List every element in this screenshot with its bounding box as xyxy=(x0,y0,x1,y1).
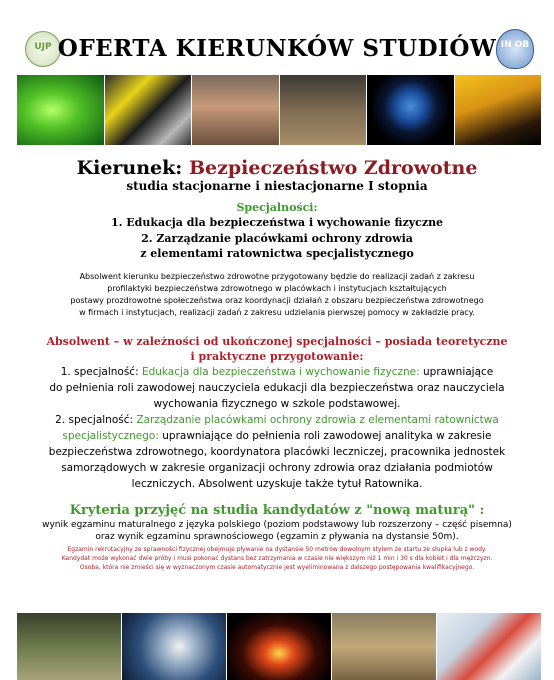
intro-line-1: Absolwent kierunku bezpieczeństwo zdrowotne przygotowany będzie do realizacji zadań z zakresu xyxy=(79,272,475,281)
program-heading xyxy=(0,157,554,179)
page-title: OFERTA KIERUNKÓW STUDIÓW xyxy=(57,35,497,62)
world-map-image xyxy=(17,75,104,145)
soldiers-training-image xyxy=(280,75,367,145)
soldier-image xyxy=(17,613,121,680)
top-photo-strip xyxy=(17,75,541,145)
criteria-line-2: oraz wynik egzaminu sprawnościowego (egzamin z pływania na dystansie 50m). xyxy=(95,532,459,542)
spec1-line-3: wychowania fizycznego w szkole podstawowej. xyxy=(153,398,401,410)
intro-line-3: postawy prozdrowotne społeczeństwa oraz koordynacji działań z obszaru bezpieczeństwa zdrowotnego xyxy=(70,296,484,305)
logo-left-text: UJP xyxy=(34,42,52,52)
spec2-rest: uprawniające do pełnienia roli zawodowej analityka w zakresie xyxy=(162,430,492,442)
bottom-photo-strip xyxy=(17,613,541,680)
spec2-line-2 xyxy=(0,430,554,442)
spec2-prefix: 2. specjalność: xyxy=(55,414,134,426)
spec2-line-4: samorządowych w zakresie organizacji ochrony zdrowia oraz działania podmiotów xyxy=(61,462,493,474)
program-name: Bezpieczeństwo Zdrowotne xyxy=(188,157,478,179)
spec1-rest: uprawniające xyxy=(423,366,494,378)
institute-crest-icon xyxy=(496,29,534,69)
spec1-name: Edukacja dla bezpieczeństwa i wychowanie fizyczne: xyxy=(141,366,420,378)
page-header xyxy=(0,0,554,72)
logo-right-text: IN OB xyxy=(500,40,530,50)
armored-vehicles-image xyxy=(192,75,279,145)
graduate-header-1: Absolwent – w zależności od ukończonej specjalności – posiada teoretyczne xyxy=(46,335,508,348)
specializations-header: Specjalności: xyxy=(236,201,318,214)
spec2-line-5: leczniczych. Absolwent uzyskuje także tytuł Ratownika. xyxy=(131,478,423,490)
firefighter-image xyxy=(105,75,192,145)
specialization-1: 1. Edukacja dla bezpieczeństwa i wychowanie fizyczne xyxy=(110,216,444,229)
criteria-note-1: Egzamin rekrutacyjny ze sprawności fizycznej obejmuje pływanie na dystansie 50 metrów dowolnym stylem ze startu ze słupka lub z wody. xyxy=(67,546,487,553)
spec1-prefix: 1. specjalność: xyxy=(60,366,139,378)
night-fire-image xyxy=(227,613,331,680)
climber-image xyxy=(455,75,542,145)
first-aid-kit-image xyxy=(437,613,541,680)
intro-line-2: profilaktyki bezpieczeństwa zdrowotnego w placówkach i instytucjach kształtujących xyxy=(107,284,447,293)
criteria-note-2: Kandydat może wykonać dwie próby i musi pokonać dystans bez zatrzymania w czasie nie większym niż 1 min i 30 s dla kobiet i dla mężczyzn. xyxy=(61,555,493,562)
spec2-line-1 xyxy=(0,414,554,426)
program-label: Kierunek: xyxy=(76,157,183,179)
intro-line-4: w firmach i instytucjach, realizacji zadań z zakresu udzielania pierwszej pomocy w zakładzie pracy. xyxy=(79,308,475,317)
hurricane-image xyxy=(122,613,226,680)
soldiers-desert-image xyxy=(332,613,436,680)
spec2-name-a: Zarządzanie placówkami ochrony zdrowia z elementami ratownictwa xyxy=(136,414,499,426)
specialization-2: 2. Zarządzanie placówkami ochrony zdrowia xyxy=(141,232,413,245)
criteria-header: Kryteria przyjęć na studia kandydatów z "nową maturą" : xyxy=(69,503,485,518)
spec2-name-b: specjalistycznego: xyxy=(62,430,159,442)
graduate-header-2: i praktyczne przygotowanie: xyxy=(190,350,364,363)
criteria-line-1: wynik egzaminu maturalnego z języka polskiego (poziom podstawowy lub rozszerzony – część pisemna) xyxy=(42,520,512,530)
program-mode: studia stacjonarne i niestacjonarne I stopnia xyxy=(126,179,428,193)
earth-globe-image xyxy=(367,75,454,145)
spec2-line-3: bezpieczeństwa zdrowotnego, koordynatora placówki leczniczej, pracownika jednostek xyxy=(48,446,506,458)
spec1-line-1 xyxy=(0,366,554,378)
criteria-note-3: Osoba, która nie zmieści się w wyznaczonym czasie automatycznie jest wyeliminowana z dalszego postępowania kwalifikacyjnego. xyxy=(79,564,475,571)
specialization-2-cont: z elementami ratownictwa specjalistycznego xyxy=(140,247,414,260)
spec1-line-2: do pełnienia roli zawodowej nauczyciela edukacji dla bezpieczeństwa oraz nauczyciela xyxy=(49,382,505,394)
